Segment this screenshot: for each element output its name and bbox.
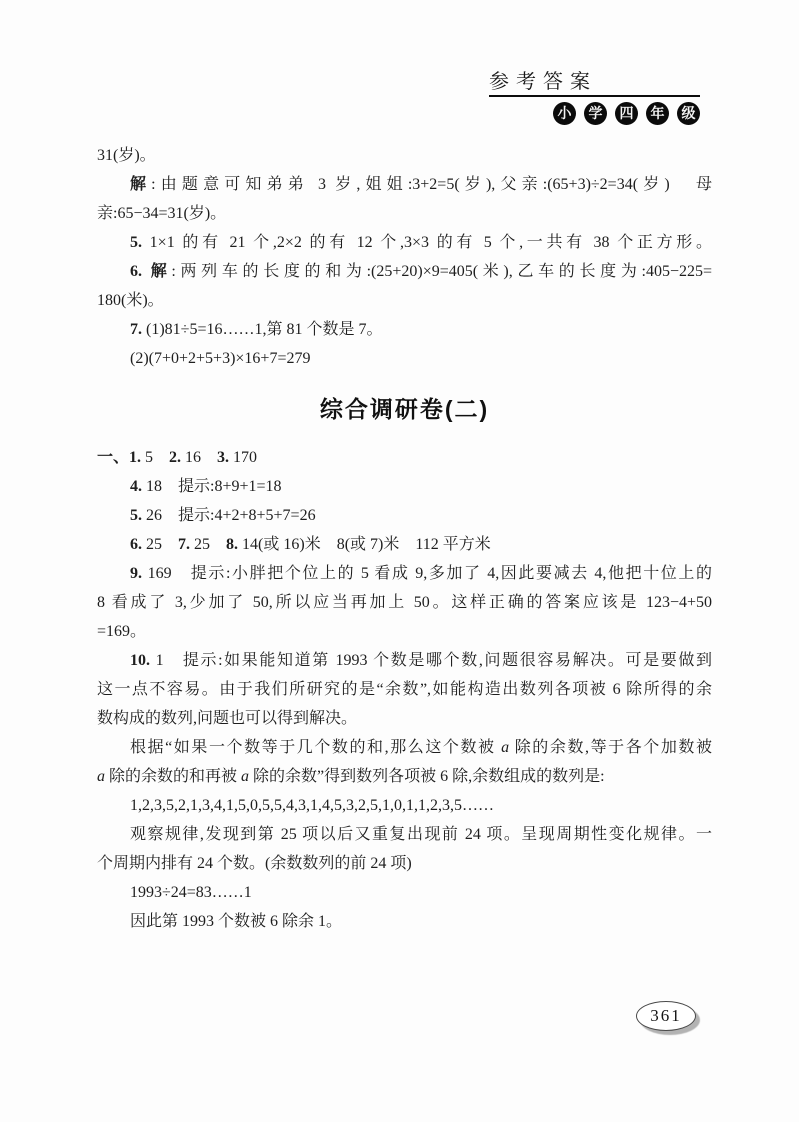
text-run: 16 [181,449,218,466]
text-line: 1,2,3,5,2,1,3,4,1,5,0,5,5,4,3,1,4,5,3,2,5,1,0,1,1,2,3,5…… [130,797,494,814]
answer-label: 5. [130,234,142,251]
solution-label: 解 [130,176,152,193]
page-number-badge [636,1001,696,1031]
header-rule [489,95,700,97]
answers-content [97,141,712,936]
math-variable: a [241,768,250,785]
text-line [97,170,712,199]
text-run: (1)81÷5=16……1,第 81 个数是 7。 [142,321,383,338]
text-line: =169。 [97,623,147,640]
text-run: 25 [142,536,179,553]
text-run: 26 提示:4+2+8+5+7=26 [142,507,316,524]
text-run: :由题意可知弟弟 3 岁,姐姐:3+2=5(岁),父亲:(65+3)÷2=34(岁) 母 [151,176,712,193]
text-run: 170 [229,449,258,466]
text-run: 1×1 的有 21 个,2×2 的有 12 个,3×3 的有 5 个,一共有 38 个正方形。 [142,234,712,251]
text-line: 因此第 1993 个数被 6 除余 1。 [130,913,343,930]
page-header [489,72,700,125]
answer-label: 5. [130,507,142,524]
text-run: 25 [190,536,227,553]
text-line: 个周期内排有 24 个数。(余数数列的前 24 项) [97,855,412,872]
page-number: 361 [650,1006,682,1025]
text-line [97,443,712,472]
text-run: 1 提示:如果能知道第 1993 个数是哪个数,问题很容易解决。可是要做到 [150,652,712,669]
text-line [97,762,712,791]
text-line: 1993÷24=83……1 [130,884,252,901]
answer-label: 7. [178,536,191,553]
text-line: (2)(7+0+2+5+3)×16+7=279 [130,350,311,367]
text-line [97,228,712,257]
text-run: 169 提示:小胖把个位上的 5 看成 9,多加了 4,因此要减去 4,他把十位上的 [142,565,712,582]
text-run: 18 提示:8+9+1=18 [142,478,282,495]
section-title: 综合调研卷(二) [319,396,490,422]
grade-badge-char: 年 [646,102,669,125]
answer-label: 3. [217,449,230,466]
text-run [142,263,151,280]
text-line [97,257,712,286]
answer-label: 9. [130,565,142,582]
text-run: 除的余数”得到数列各项被 6 除,余数组成的数列是: [249,768,605,785]
answer-label: 一、1. [97,449,142,466]
answer-label: 10. [130,652,150,669]
text-run: 除的余数,等于各个加数被 [509,739,712,756]
text-line [97,646,712,675]
text-run: 根据“如果一个数等于几个数的和,那么这个数被 [130,739,502,756]
text-line [97,472,712,501]
text-line: 180(米)。 [97,292,164,309]
math-variable: a [501,739,510,756]
text-line: 亲:65−34=31(岁)。 [97,205,227,222]
grade-badge-char: 学 [584,102,607,125]
text-line [97,559,712,588]
answer-label: 7. [130,321,142,338]
grade-badge [489,102,700,125]
text-line [97,501,712,530]
answer-label: 6. [130,536,142,553]
answer-label: 8. [226,536,239,553]
grade-badge-char: 级 [677,102,700,125]
text-line: 这一点不容易。由于我们所研究的是“余数”,如能构造出数列各项被 6 除所得的余 [97,681,712,698]
math-variable: a [97,768,105,785]
text-line: 31(岁)。 [97,147,156,164]
text-run: 除的余数的和再被 [105,768,242,785]
grade-badge-char: 小 [553,102,576,125]
text-run: :两列车的长度的和为:(25+20)×9=405(米),乙车的长度为:405−225= [171,263,712,280]
answer-label: 6. [130,263,142,280]
text-run: 5 [141,449,170,466]
text-line: 观察规律,发现到第 25 项以后又重复出现前 24 项。呈现周期性变化规律。一 [130,826,712,843]
text-line: 数构成的数列,问题也可以得到解决。 [97,710,358,727]
solution-label: 解 [150,263,172,280]
answer-label: 2. [169,449,182,466]
answer-label: 4. [130,478,142,495]
grade-badge-char: 四 [615,102,638,125]
text-run: 14(或 16)米 8(或 7)米 112 平方米 [238,536,491,553]
text-line [97,733,712,762]
header-title: 参考答案 [489,71,597,93]
text-line [97,530,712,559]
text-line [97,315,712,344]
text-line: 8 看成了 3,少加了 50,所以应当再加上 50。这样正确的答案应该是 123−4+50 [97,594,712,611]
